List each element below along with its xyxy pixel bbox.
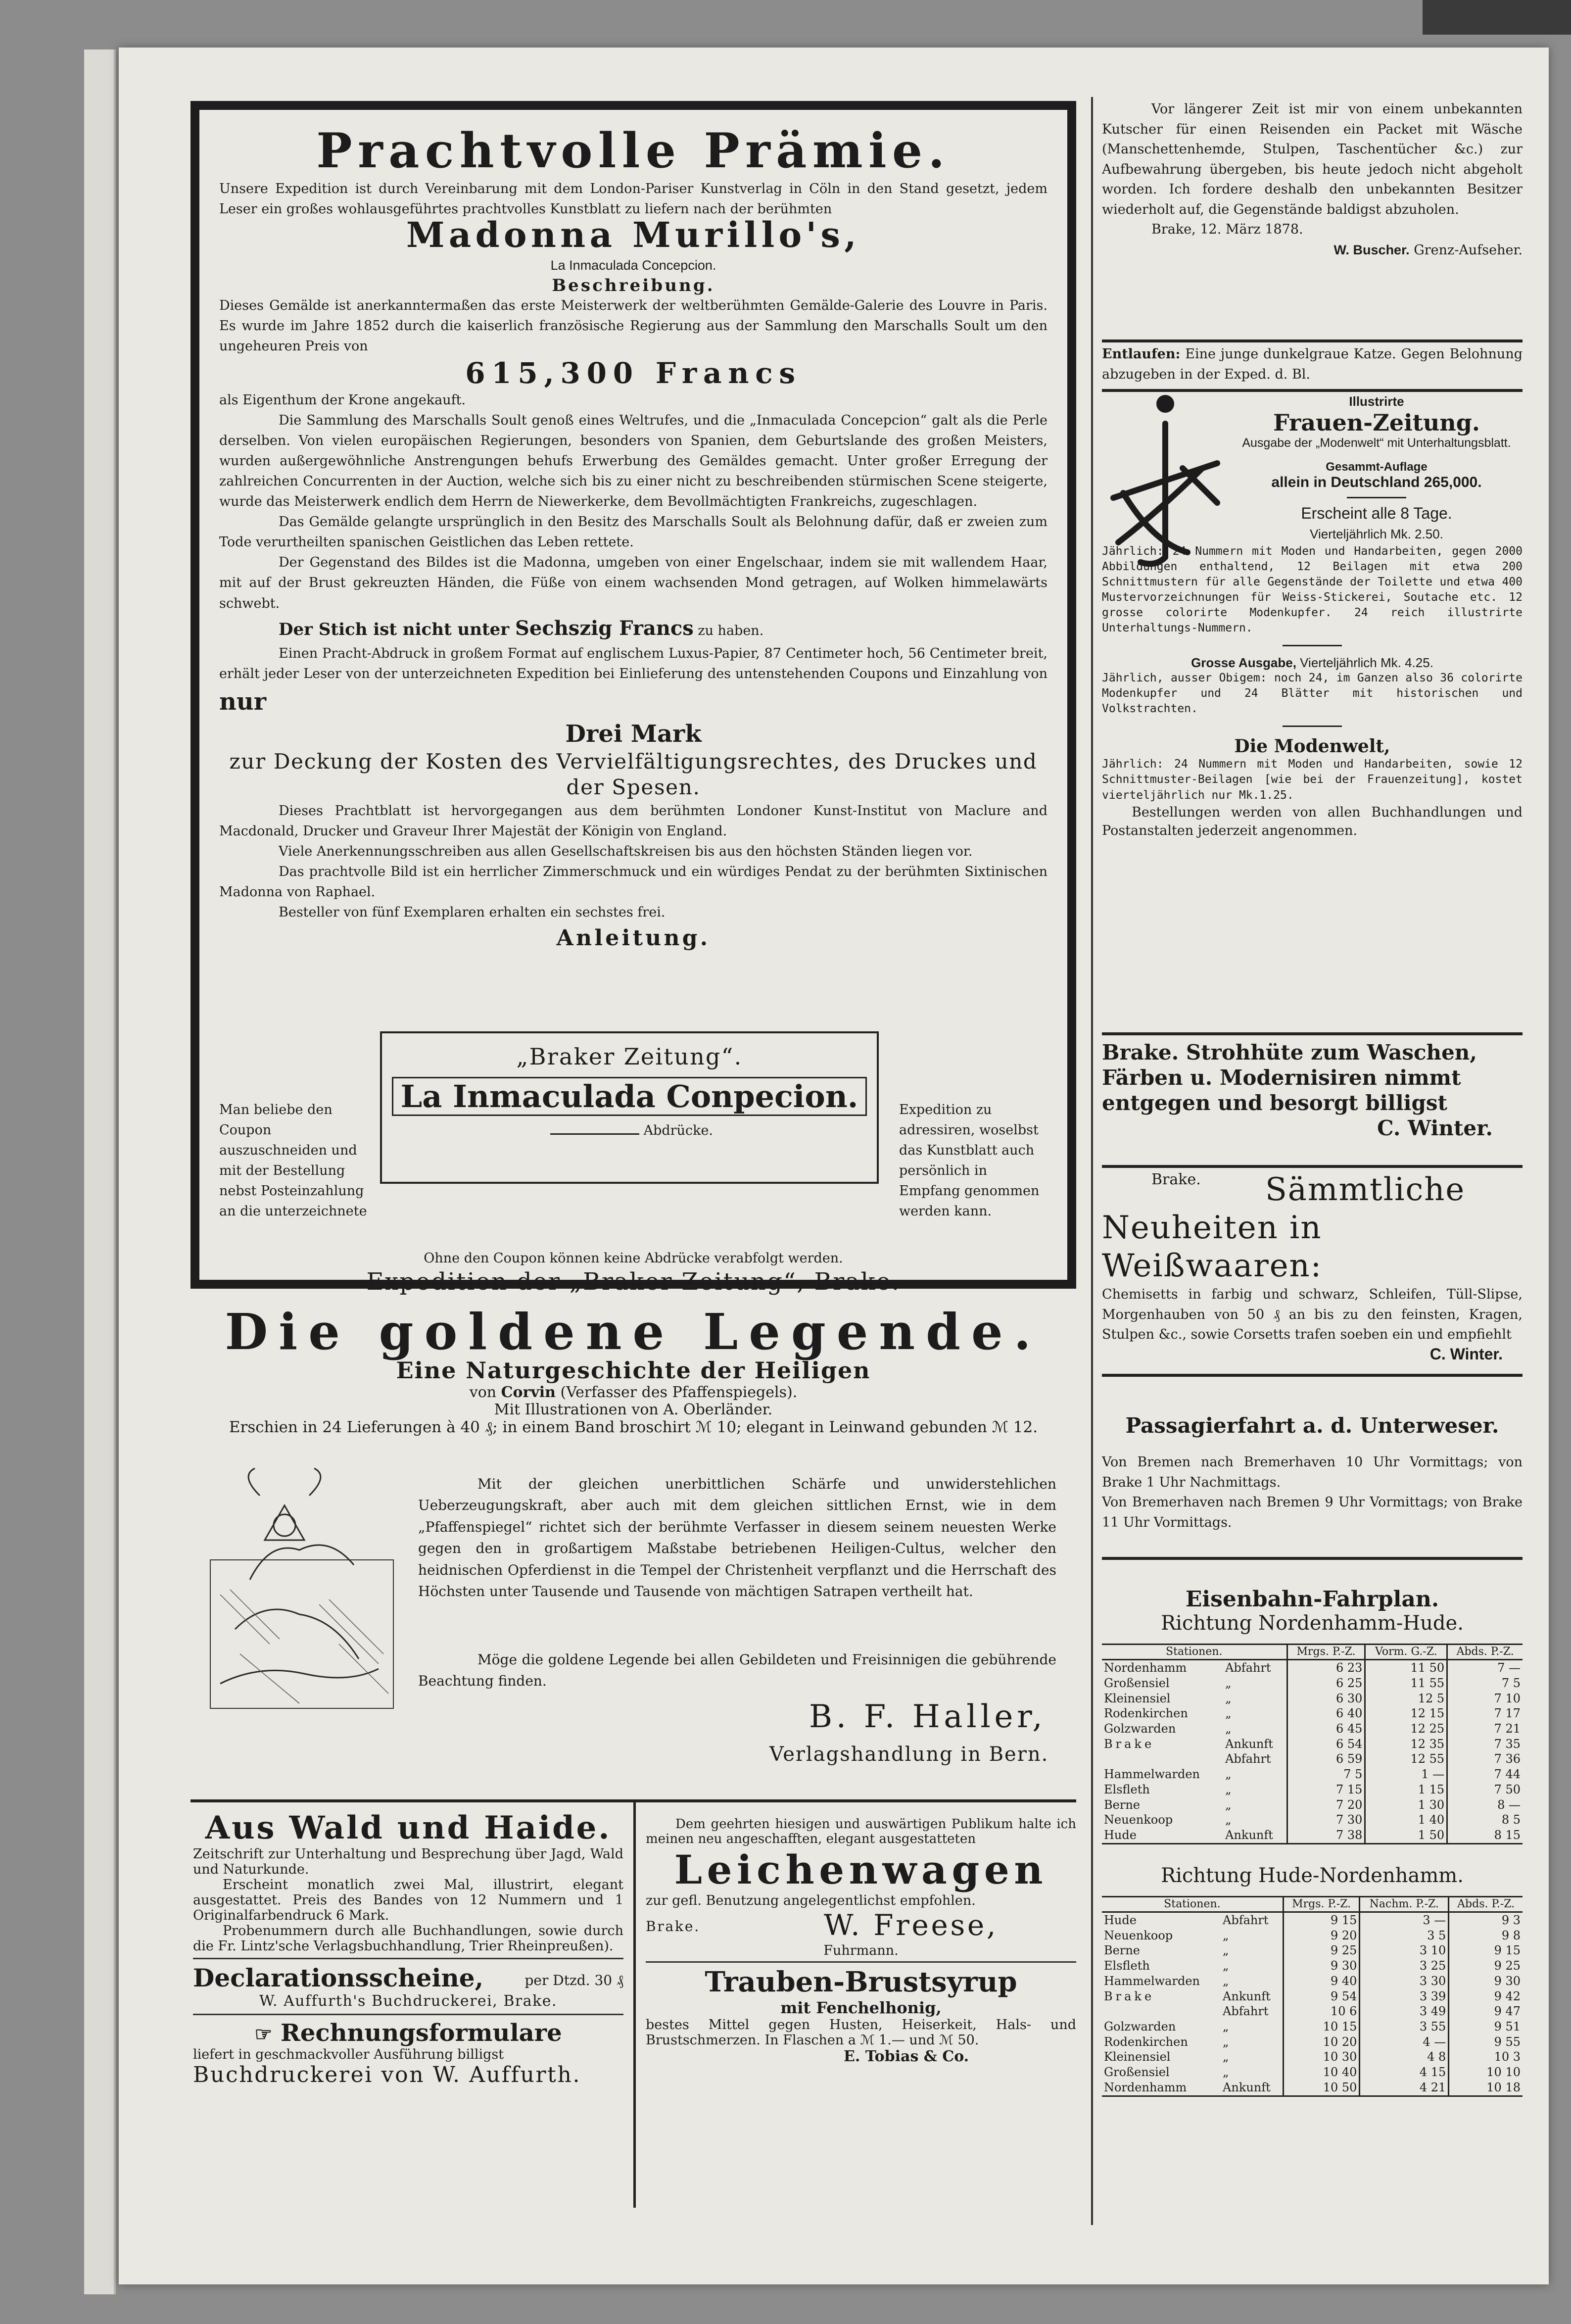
divider (193, 1958, 623, 1959)
departure-time: 7 21 (1447, 1721, 1523, 1737)
wald-und-haide-ad (193, 1809, 623, 2087)
arrival-departure: Ankunft (1223, 2080, 1271, 2094)
premium-paragraph (219, 643, 1047, 720)
station-name: Großensiel (1104, 1676, 1170, 1690)
station-name: Berne (1104, 1797, 1140, 1812)
coupon-copies-label: Abdrücke. (643, 1123, 713, 1138)
divider (1102, 339, 1523, 342)
legend-title: Die goldene Legende. (225, 1303, 1042, 1361)
station-name (1102, 1751, 1223, 1767)
description-heading: Beschreibung. (552, 276, 715, 296)
legend-publisher: B. F. Haller, (809, 1698, 1047, 1735)
departure-time: 3 — (1360, 1912, 1449, 1928)
arrival-departure: „ (1223, 1943, 1229, 1958)
offer-text: Einen Pracht-Abdruck in großem Format auf englischem Luxus-Papier, 87 Centimeter hoch, 56 Centimeter breit, erhält jeder Leser von der unterzeichneten Expedition bei Einlieferung des untenstehenden Coupons und Einzahlung von (219, 646, 1047, 682)
timetable-row (1102, 1691, 1523, 1706)
departure-time: 6 30 (1287, 1691, 1365, 1706)
offer-price: Drei Mark (565, 720, 702, 748)
departure-time: 4 — (1360, 2034, 1449, 2050)
departure-time: 12 25 (1365, 1721, 1447, 1737)
departure-time: 10 15 (1283, 2019, 1360, 2034)
grosse-quarter: Vierteljährlich Mk. 4.25. (1296, 655, 1433, 671)
legend-price: Erschien in 24 Lieferungen à 40 ₰; in einem Band broschirt ℳ 10; elegant in Leinwand gebunden ℳ 12. (229, 1418, 1038, 1436)
order-coupon[interactable] (380, 1031, 879, 1184)
departure-time: 3 39 (1360, 1989, 1449, 2004)
timetable-row (1102, 1943, 1523, 1958)
departure-time: 7 35 (1447, 1737, 1523, 1752)
departure-time: 9 15 (1283, 1912, 1360, 1928)
leichen-place: Brake. (646, 1918, 700, 1935)
timetable-row (1102, 1928, 1523, 1943)
arrival-departure: „ (1223, 1928, 1229, 1942)
departure-time: 10 18 (1449, 2080, 1523, 2096)
arrival-departure: „ (1223, 2065, 1229, 2080)
price-note-text: Der Stich ist nicht unter (279, 619, 516, 639)
premium-paragraph: Das Gemälde gelangte ursprünglich in den Besitz des Marschalls Soult als Belohnung dafür, daß er zweien zum Tode verurtheilten spanischen Geistlichen das Leben rettete. (219, 514, 1047, 550)
premium-paragraph: Besteller von fünf Exemplaren erhalten ein sechstes frei. (279, 905, 666, 920)
departure-time: 9 55 (1449, 2034, 1523, 2050)
coupon-copies (550, 1123, 877, 1138)
timetable-row (1102, 1782, 1523, 1797)
timetable-row (1102, 2019, 1523, 2034)
col-evening: Abds. P.-Z. (1447, 1645, 1523, 1660)
departure-time: 12 35 (1365, 1737, 1447, 1752)
leichen-signature (646, 1908, 1076, 1943)
kutscher-date: Brake, 12. März 1878. (1151, 222, 1303, 237)
station-name: Hude (1104, 1828, 1137, 1842)
frauen-circ: Gesammt-Auflage (1326, 460, 1428, 474)
price-francs: 615,300 Francs (465, 356, 802, 390)
departure-time: 9 3 (1449, 1912, 1523, 1928)
premium-paragraph: Viele Anerkennungsschreiben aus allen Gesellschaftskreisen bis aus den höchsten Ständen liegen vor. (279, 844, 973, 859)
weiss-title: Sämmtliche Neuheiten in Weißwaaren: (1102, 1171, 1466, 1284)
station-name: Neuenkoop (1104, 1813, 1173, 1827)
divider (1102, 1557, 1523, 1560)
timetable-1 (1102, 1644, 1523, 1844)
kutscher-text: Vor längerer Zeit ist mir von einem unbekannten Kutscher für einen Reisenden ein Packet mit Wäsche (Manschettenhemde, Stulpen, Taschentücher &c.) zur Aufbewahrung übergeben, bis heute jedoch nicht abgeholt worden. Ich fordere deshalb den unbekannten Besitzer wiederholt auf, die Gegenstände baldigst abzuholen. (1102, 101, 1523, 217)
wald-line: Probenummern durch alle Buchhandlungen, sowie durch die Fr. Lintz'sche Verlagsbuchhandlung, Trier Rheinpreußen). (193, 1923, 623, 1954)
divider (1102, 1165, 1523, 1168)
legend-body: Mit der gleichen unerbittlichen Schärfe und unwiderstehlichen Ueberzeugungskraft, aber auch mit dem gleichen sittlichen Ernst, wie in dem „Pfaffenspiegel“ richtet sich der berühmte Verfasser in diesem seinem neuesten Werke gegen den in großartigem Maßstabe betriebenen Heiligen-Cultus, welcher den heidnischen Opferdienst in die Tempel der Christenheit verpflanzt und die Herrschaft des Höchsten unter Tausende und Tausende von mächtigen Satrapen vertheilt hat. (418, 1476, 1056, 1599)
station-name: Rodenkirchen (1104, 1706, 1188, 1721)
station-name: Elsfleth (1104, 1959, 1150, 1973)
legend-author: Corvin (501, 1384, 556, 1401)
arrival-departure: „ (1225, 1676, 1232, 1690)
departure-time: 7 38 (1287, 1828, 1365, 1843)
station-name: Rodenkirchen (1104, 2034, 1188, 2049)
divider (193, 2014, 623, 2015)
weiss-signature: C. Winter. (1429, 1345, 1503, 1363)
rail-title: Eisenbahn-Fahrplan. (1185, 1587, 1439, 1612)
station-name: Großensiel (1104, 2065, 1170, 2080)
strohhuete-ad (1102, 1040, 1523, 1140)
departure-time: 9 54 (1283, 1989, 1360, 2004)
entlaufen-notice (1102, 344, 1523, 385)
divider (1283, 645, 1342, 646)
forms-title-text: Rechnungsformulare (280, 2019, 562, 2047)
departure-time: 9 30 (1449, 1974, 1523, 1989)
departure-time: 3 55 (1360, 2019, 1449, 2034)
premium-paragraph: Dieses Prachtblatt ist hervorgegangen aus dem berühmten Londoner Kunst-Institut von Maclure and Macdonald, Drucker und Graveur Ihrer Majestät der Königin von England. (219, 803, 1047, 839)
painting-subtitle: La Inmaculada Concepcion. (550, 258, 716, 273)
departure-time: 12 55 (1365, 1751, 1447, 1767)
col-morning: Mrgs. P.-Z. (1287, 1645, 1365, 1660)
premium-signature: Expedition der „Braker Zeitung“, Brake. (366, 1268, 901, 1296)
departure-time: 8 15 (1447, 1828, 1523, 1843)
departure-time: 6 40 (1287, 1706, 1365, 1721)
legend-body-2: Möge die goldene Legende bei allen Gebildeten und Freisinnigen die gebührende Beachtung finden. (418, 1651, 1056, 1690)
timetable-row (1102, 1751, 1523, 1767)
legend-author-pre: von (469, 1384, 501, 1401)
arrival-departure: Abfahrt (1225, 1661, 1271, 1675)
arrival-departure: Ankunft (1225, 1737, 1273, 1751)
arrival-departure: Abfahrt (1223, 1913, 1269, 1927)
legend-illustrator: Mit Illustrationen von A. Oberländer. (494, 1401, 773, 1418)
price-note-amount: Sechszig Francs (515, 616, 694, 640)
col-morning: Mrgs. P.-Z. (1283, 1896, 1360, 1912)
departure-time: 6 59 (1287, 1751, 1365, 1767)
departure-time: 10 3 (1449, 2049, 1523, 2065)
golden-legend-ad (190, 1303, 1076, 1766)
timetable-row (1102, 1989, 1523, 2004)
frauen-yearly: Jährlich: 24 Nummern mit Moden und Handarbeiten, gegen 2000 Abbildungen enthaltend, 12 Beilagen mit etwa 200 Schnittmustern für alle Gegenstände der Toilette und etwa 400 Mustervorzeichnungen für Weiss-Stickerei, Soutache etc. 12 grosse colorirte Modenkupfer. 24 reich illustrirte Unterhaltungs-Nummern. (1102, 545, 1523, 635)
premium-paragraph: Dieses Gemälde ist anerkanntermaßen das erste Meisterwerk der weltberühmten Gemälde-Galerie des Louvre in Paris. Es wurde im Jahre 1852 durch die kaiserlich französische Regierung aus der Sammlung den Marschalls Soult um den ungeheuren Preis von (219, 298, 1047, 354)
price-note-end: zu haben. (693, 623, 764, 638)
arrival-departure: „ (1223, 2019, 1229, 2034)
departure-time: 7 30 (1287, 1812, 1365, 1828)
forms-icon: ☞ (254, 2023, 273, 2046)
kutscher-notice (1102, 99, 1523, 260)
station-name: Kleinensiel (1104, 1691, 1171, 1705)
frauen-sub: Ausgabe der „Modenwelt“ mit Unterhaltungsblatt. (1242, 436, 1511, 450)
timetable-row (1102, 1912, 1523, 1928)
arrival-departure: „ (1225, 1782, 1232, 1796)
declaration-line (193, 1963, 623, 1992)
departure-time: 3 30 (1360, 1974, 1449, 1989)
departure-time: 4 21 (1360, 2080, 1449, 2096)
premium-title: Prachtvolle Prämie. (316, 123, 951, 179)
departure-time: 6 45 (1287, 1721, 1365, 1737)
grosse-line (1102, 655, 1523, 671)
offer-nur: nur (219, 688, 267, 716)
legend-author-post: (Verfasser des Pfaffenspiegels). (555, 1384, 798, 1401)
departure-time: 7 5 (1447, 1676, 1523, 1691)
weisswaaren-ad (1102, 1171, 1523, 1363)
col-stations: Stationen. (1102, 1645, 1287, 1660)
syrup-seller: E. Tobias & Co. (844, 2048, 969, 2065)
weiss-body: Chemisetts in farbig und schwarz, Schleifen, Tüll-Slipse, Morgenhauben von 50 ₰ an bis zu den feinsten, Kragen, Stulpen &c., sowie Corsetts trafen soeben ein und empfiehlt (1102, 1287, 1523, 1343)
departure-time: 3 10 (1360, 1943, 1449, 1958)
stroh-text: Brake. Strohhüte zum Waschen, Färben u. Modernisiren nimmt entgegen und besorgt billigst (1102, 1040, 1477, 1115)
departure-time: 9 42 (1449, 1989, 1523, 2004)
leichen-title: Leichenwagen (674, 1846, 1048, 1893)
premium-paragraph: Der Gegenstand des Bildes ist die Madonna, umgeben von einer Engelschaar, indem sie mit wallendem Haar, mit auf der Brust gekreuzten Händen, die Füße von einem wachsenden Mond getragen, auf Wolken himmelawärts schwebt. (219, 555, 1047, 611)
departure-time: 7 44 (1447, 1767, 1523, 1782)
departure-time: 1 30 (1365, 1797, 1447, 1813)
syrup-body: bestes Mittel gegen Husten, Heiserkeit, Hals- und Brustschmerzen. In Flaschen a ℳ 1.— und ℳ 50. (646, 2017, 1076, 2048)
departure-time: 9 47 (1449, 2004, 1523, 2019)
leichen-intro: Dem geehrten hiesigen und auswärtigen Publikum halte ich meinen neu angeschafften, elegant ausgestatteten (646, 1817, 1076, 1846)
frauen-circ-2: allein in Deutschland 265,000. (1271, 474, 1482, 490)
forms-printer: Buchdruckerei von W. Auffurth. (193, 2062, 581, 2087)
departure-time: 12 15 (1365, 1706, 1447, 1721)
departure-time: 4 8 (1360, 2049, 1449, 2065)
col-forenoon: Vorm. G.-Z. (1365, 1645, 1447, 1660)
frauen-quarter: Vierteljährlich Mk. 2.50. (1310, 527, 1443, 541)
arrival-departure: „ (1223, 1959, 1229, 1973)
departure-time: 3 5 (1360, 1928, 1449, 1943)
frauen-header (1231, 394, 1523, 542)
weiss-place: Brake. (1151, 1171, 1201, 1188)
station-name: Brake (1104, 1737, 1155, 1751)
declaration-price: per Dtzd. 30 ₰ (524, 1972, 623, 1988)
arrival-departure: „ (1225, 1767, 1232, 1782)
timetable-row (1102, 1797, 1523, 1813)
departure-time: 11 55 (1365, 1676, 1447, 1691)
departure-time: 7 5 (1287, 1767, 1365, 1782)
rail-direction-2: Richtung Hude-Nordenhamm. (1161, 1864, 1464, 1887)
arrival-departure: „ (1223, 2034, 1229, 2049)
divider (646, 1961, 1076, 1963)
arrival-departure: „ (1225, 1722, 1232, 1736)
stacked-page-edge (84, 49, 101, 2294)
frauen-order: Bestellungen werden von allen Buchhandlungen und Postanstalten jederzeit angenommen. (1102, 804, 1523, 839)
departure-time: 11 50 (1365, 1660, 1447, 1676)
grosse-yearly: Jährlich, ausser Obigem: noch 24, im Ganzen also 36 colorirte Modenkupfer und 24 Blätter mit historischen und Volkstrachten. (1102, 672, 1523, 716)
premium-intro: Unsere Expedition ist durch Vereinbarung mit dem London-Pariser Kunstverlag in Cöln in den Stand gesetzt, jedem Leser ein großes wohlausgeführtes prachtvolles Kunstblatt zu liefern nach der berühmten (219, 181, 1047, 217)
departure-time: 9 25 (1283, 1943, 1360, 1958)
timetable-row (1102, 2049, 1523, 2065)
departure-time: 6 25 (1287, 1676, 1365, 1691)
kutscher-role: Grenz-Aufseher. (1414, 242, 1523, 258)
station-name: Golzwarden (1104, 1722, 1176, 1736)
timetable-row (1102, 1660, 1523, 1676)
arrival-departure: Ankunft (1223, 1989, 1271, 2003)
arrival-departure: Ankunft (1225, 1828, 1273, 1842)
timetable-row (1102, 1974, 1523, 1989)
departure-time: 9 40 (1283, 1974, 1360, 1989)
price-note (219, 614, 1047, 644)
departure-time: 10 50 (1283, 2080, 1360, 2096)
station-name: Hude (1104, 1913, 1137, 1927)
syrup-subtitle: mit Fenchelhonig, (780, 1998, 942, 2017)
station-name: Hammelwarden (1104, 1974, 1200, 1988)
timetable-row (1102, 1812, 1523, 1828)
divider (1102, 389, 1523, 392)
timetable-row (1102, 2065, 1523, 2080)
departure-time: 9 25 (1449, 1958, 1523, 1974)
departure-time: 7 50 (1447, 1782, 1523, 1797)
legend-illustration (190, 1466, 408, 1743)
departure-time: 9 51 (1449, 2019, 1523, 2034)
station-name: Berne (1104, 1943, 1140, 1958)
station-name: Hammelwarden (1104, 1767, 1200, 1782)
departure-time: 7 17 (1447, 1706, 1523, 1721)
arrival-departure: „ (1225, 1797, 1232, 1812)
arrival-departure: Abfahrt (1225, 1752, 1271, 1766)
station-name: Nordenhamm (1104, 2080, 1187, 2094)
entlaufen-label: Entlaufen: (1102, 346, 1181, 362)
divider (1283, 726, 1342, 727)
pass-line-1: Von Bremen nach Bremerhaven 10 Uhr Vormittags; von Brake 1 Uhr Nachmittags. (1102, 1454, 1523, 1490)
wald-line: Zeitschrift zur Unterhaltung und Besprechung über Jagd, Wald und Naturkunde. (193, 1846, 623, 1877)
departure-time: 9 30 (1283, 1958, 1360, 1974)
departure-time: 10 30 (1283, 2049, 1360, 2065)
frauen-pre: Illustrirte (1349, 394, 1404, 409)
departure-time: 1 15 (1365, 1782, 1447, 1797)
departure-time: 9 20 (1283, 1928, 1360, 1943)
arrival-departure: „ (1223, 2050, 1229, 2064)
coupon-left-note: Man beliebe den Coupon auszuschneiden und mit der Bestellung nebst Posteinzahlung an die unterzeichnete (219, 1102, 367, 1219)
timetable-row (1102, 2004, 1523, 2019)
station-name: Nordenhamm (1104, 1661, 1187, 1675)
timetable-row (1102, 1676, 1523, 1691)
declaration-printer: W. Auffurth's Buchdruckerei, Brake. (259, 1992, 558, 2010)
offer-costs: zur Deckung der Kosten des Vervielfältigungsrechtes, des Druckes und der Spesen. (229, 749, 1038, 800)
premium-paragraph: Das prachtvolle Bild ist ein herrlicher Zimmerschmuck und ein würdiges Pendat zu der berühmten Sixtinischen Madonna von Raphael. (219, 864, 1047, 900)
departure-time: 1 50 (1365, 1828, 1447, 1843)
timetable-row (1102, 2080, 1523, 2096)
coupon-newspaper: „Braker Zeitung“. (516, 1043, 743, 1070)
stroh-signature: C. Winter. (1377, 1115, 1493, 1140)
departure-time: 10 40 (1283, 2065, 1360, 2080)
station-name: Brake (1104, 1989, 1155, 2003)
legend-subtitle: Eine Naturgeschichte der Heiligen (396, 1357, 871, 1384)
departure-time: 6 23 (1287, 1660, 1365, 1676)
frauen-zeitung-ad (1102, 394, 1523, 840)
stacked-page-edge (99, 49, 116, 2294)
arrival-departure: „ (1225, 1706, 1232, 1721)
rail-direction-1: Richtung Nordenhamm-Hude. (1161, 1612, 1464, 1635)
frauen-title: Frauen-Zeitung. (1273, 409, 1480, 436)
station-name: Elsfleth (1104, 1782, 1150, 1796)
arrival-departure: Abfahrt (1223, 2004, 1269, 2019)
departure-time: 8 — (1447, 1797, 1523, 1813)
timetable-row (1102, 1721, 1523, 1737)
departure-time: 9 15 (1449, 1943, 1523, 1958)
premium-paragraph: als Eigenthum der Krone angekauft. (219, 392, 466, 408)
wald-line: Erscheint monatlich zwei Mal, illustrirt, elegant ausgestattet. Preis des Bandes von 12 Nummern und 1 Originalfarbendruck 6 Mark. (193, 1877, 623, 1923)
station-name: Golzwarden (1104, 2019, 1176, 2034)
arrival-departure: „ (1223, 1974, 1229, 1988)
coupon-right-note: Expedition zu adressiren, woselbst das Kunstblatt auch persönlich in Empfang genommen werden kann. (899, 1102, 1040, 1219)
timetable-row (1102, 1737, 1523, 1752)
departure-time: 7 15 (1287, 1782, 1365, 1797)
timetable-row (1102, 1958, 1523, 1974)
coupon-title: La Inmaculada Conpecion. (392, 1077, 867, 1116)
departure-time: 7 10 (1447, 1691, 1523, 1706)
coupon-note: Ohne den Coupon können keine Abdrücke verabfolgt werden. (424, 1251, 843, 1266)
right-column-rule (1091, 97, 1093, 2225)
passagierfahrt-ad (1102, 1413, 1523, 1533)
railway-timetable (1102, 1587, 1523, 2097)
timetable-row (1102, 1828, 1523, 1843)
premium-paragraph: Die Sammlung des Marschalls Soult genoß eines Weltrufes, und die „Inmaculada Concepcion“ galt als die Perle derselben. Von vielen europäischen Regierungen, besonders von Spanien, dem Geburtslande des großen Meisters, wurden außergewöhnliche Anstrengungen behufs Erwerbung des Gemäldes gemacht. Unter großer Erregung der zahlreichen Concurrenten in der Auction, welche sich bis zu einer nicht zu beschreibenden stürmischen Scene steigerte, wurde das Meisterwerk endlich dem Herrn de Niewerkerke, dem Bevollmächtigten Frankreichs, zugeschlagen. (219, 413, 1047, 510)
instructions-heading: Anleitung. (556, 925, 711, 951)
pass-title: Passagierfahrt a. d. Unterweser. (1125, 1413, 1499, 1438)
col-stations: Stationen. (1102, 1896, 1283, 1912)
leichen-job: Fuhrmann. (823, 1943, 899, 1958)
kutscher-signature: W. Buscher. (1333, 242, 1410, 257)
grosse-title: Grosse Ausgabe, (1191, 655, 1296, 671)
departure-time: 1 40 (1365, 1812, 1447, 1828)
arrival-departure: „ (1225, 1813, 1232, 1827)
departure-time: 3 49 (1360, 2004, 1449, 2019)
divider (1347, 497, 1406, 498)
forms-line: liefert in geschmackvoller Ausführung billigst (193, 2047, 504, 2062)
syrup-title: Trauben-Brustsyrup (705, 1966, 1017, 1998)
departure-time: 4 15 (1360, 2065, 1449, 2080)
modenwelt-yearly: Jährlich: 24 Nummern mit Moden und Handarbeiten, sowie 12 Schnittmuster-Beilagen [wie bei der Frauenzeitung], kostet vierteljährlich nur Mk.1.25. (1102, 758, 1523, 802)
forms-title (193, 2019, 623, 2047)
departure-time: 7 — (1447, 1660, 1523, 1676)
leichenwagen-ad (646, 1817, 1076, 2065)
station-name (1102, 2004, 1221, 2019)
station-name: Kleinensiel (1104, 2050, 1171, 2064)
departure-time: 10 6 (1283, 2004, 1360, 2019)
divider (1102, 1374, 1523, 1377)
departure-time: 3 25 (1360, 1958, 1449, 1974)
declaration-title: Declarationsscheine, (193, 1963, 484, 1992)
dark-background-corner (1423, 0, 1571, 35)
newspaper-page (119, 48, 1549, 2284)
col-evening: Abds. P.-Z. (1449, 1896, 1523, 1912)
departure-time: 8 5 (1447, 1812, 1523, 1828)
arrival-departure: „ (1225, 1691, 1232, 1705)
col-afternoon: Nachm. P.-Z. (1360, 1896, 1449, 1912)
departure-time: 1 — (1365, 1767, 1447, 1782)
departure-time: 6 54 (1287, 1737, 1365, 1752)
kutscher-sign (1102, 240, 1523, 261)
timetable-row (1102, 2034, 1523, 2050)
pass-line-2: Von Bremerhaven nach Bremen 9 Uhr Vormittags; von Brake 11 Uhr Vormittags. (1102, 1495, 1523, 1530)
legend-author-line (190, 1384, 1076, 1401)
departure-time: 10 10 (1449, 2065, 1523, 2080)
coupon-blank[interactable] (550, 1133, 639, 1135)
departure-time: 7 20 (1287, 1797, 1365, 1813)
departure-time: 7 36 (1447, 1751, 1523, 1767)
modenwelt-title: Die Modenwelt, (1234, 736, 1390, 757)
departure-time: 9 8 (1449, 1928, 1523, 1943)
departure-time: 12 5 (1365, 1691, 1447, 1706)
entlaufen-text: Eine junge dunkelgraue Katze. Gegen Belohnung abzugeben in der Exped. d. Bl. (1102, 346, 1523, 382)
timetable-2 (1102, 1896, 1523, 2097)
departure-time: 10 20 (1283, 2034, 1360, 2050)
timetable-row (1102, 1706, 1523, 1721)
column-divider (633, 1802, 636, 2208)
divider (1102, 1032, 1523, 1035)
timetable-row (1102, 1767, 1523, 1782)
frauen-freq: Erscheint alle 8 Tage. (1301, 504, 1452, 522)
leichen-name: W. Freese, (824, 1908, 998, 1942)
station-name: Neuenkoop (1104, 1928, 1173, 1942)
leichen-line: zur gefl. Benutzung angelegentlichst empfohlen. (646, 1893, 976, 1908)
wald-title: Aus Wald und Haide. (205, 1809, 612, 1846)
legend-publisher-city: Verlagshandlung in Bern. (769, 1743, 1049, 1766)
madonna-title: Madonna Murillo's, (406, 214, 861, 256)
